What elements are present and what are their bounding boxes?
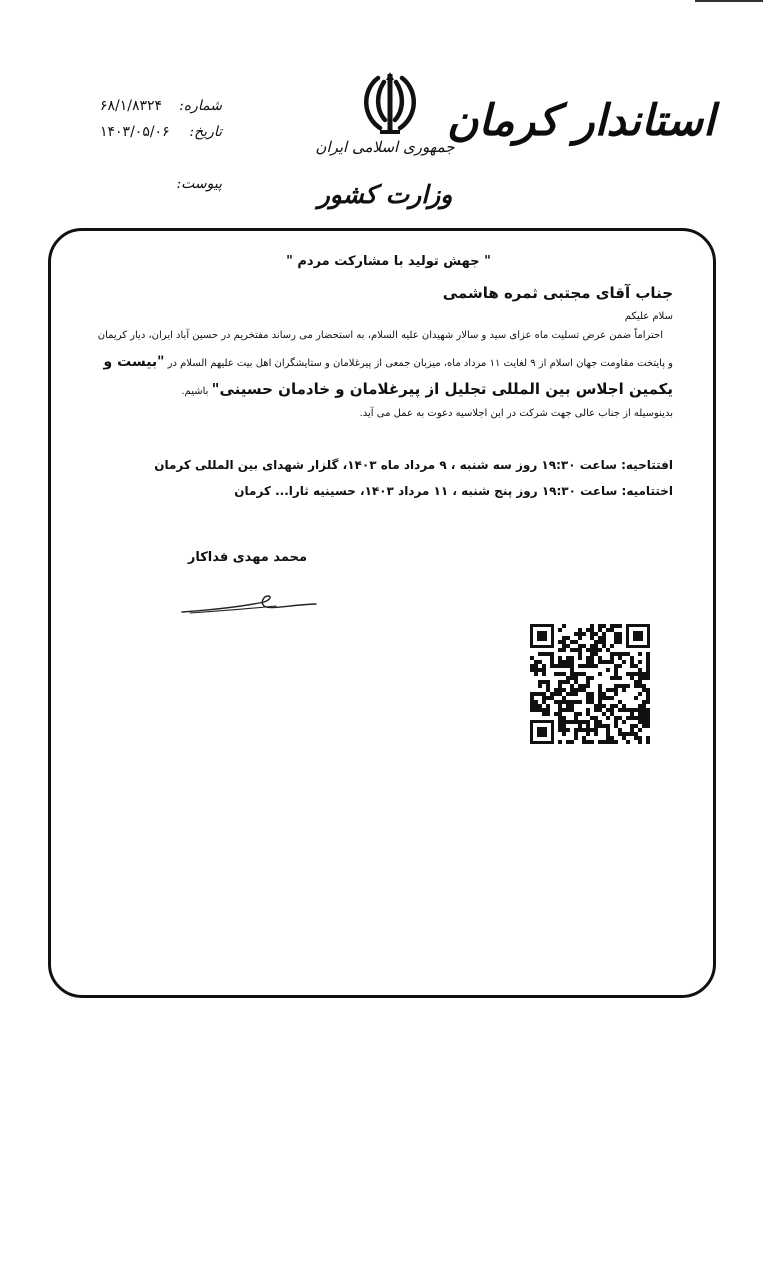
letter-date-value: ۱۴۰۳/۰۵/۰۶ <box>100 124 170 140</box>
body-line-3-suffix: باشیم. <box>181 386 212 397</box>
slogan: " جهش تولید با مشارکت مردم " <box>286 254 491 269</box>
signer-name: محمد مهدی فداکار <box>187 550 307 565</box>
event-title-end: یکمین اجلاس بین المللی تجلیل از پیرغلامان و خادمان حسینی" <box>211 380 673 398</box>
event-title-start: "بیست و <box>103 354 165 370</box>
letter-date-label: تاریخ: <box>189 124 222 140</box>
body-line-2 <box>104 354 673 370</box>
qr-code-icon <box>528 622 652 746</box>
letter-date-row <box>92 124 222 150</box>
body-line-3 <box>181 380 673 398</box>
letter-number-row <box>92 98 222 124</box>
letter-number-value: ۶۸/۱/۸۳۲۴ <box>100 98 163 114</box>
attachment-row <box>92 176 222 202</box>
letter-frame <box>48 228 716 998</box>
addressee: جناب آقای مجتبی ثمره هاشمی <box>442 284 673 302</box>
opening-schedule: افتتاحیه: ساعت ۱۹:۳۰ روز سه شنبه ، ۹ مرداد ماه ۱۴۰۳، گلزار شهدای بین المللی کرمان <box>154 458 673 472</box>
body-line-4: بدینوسیله از جناب عالی جهت شرکت در این اجلاسیه دعوت به عمل می آید. <box>359 408 673 419</box>
greeting: سلام علیکم <box>624 311 673 322</box>
handwritten-signature-icon <box>180 588 320 618</box>
attachment-label: پیوست: <box>176 176 222 192</box>
republic-line: جمهوری اسلامی ایران <box>315 138 455 156</box>
closing-schedule: اختتامیه: ساعت ۱۹:۳۰ روز پنج شنبه ، ۱۱ مرداد ۱۴۰۳، حسینیه ثارا... کرمان <box>234 484 673 498</box>
body-line-2-text: و پایتخت مقاومت جهان اسلام از ۹ لغایت ۱۱ مرداد ماه، میزبان جمعی از پیرغلامان و ستایشگران اهل بیت علیهم السلام در <box>164 358 673 369</box>
letter-number-label: شماره: <box>179 98 222 114</box>
body-line-1: احتراماً ضمن عرض تسلیت ماه عزای سید و سالار شهیدان علیه السلام، به استحضار می رساند مفتخریم در حسین آباد ایران، دیار کریمان <box>97 330 663 341</box>
scan-corner-mark <box>695 0 763 2</box>
iran-emblem-icon <box>358 70 422 140</box>
governor-title: استاندار کرمان <box>446 96 715 146</box>
ministry-name: وزارت کشور <box>317 180 453 209</box>
